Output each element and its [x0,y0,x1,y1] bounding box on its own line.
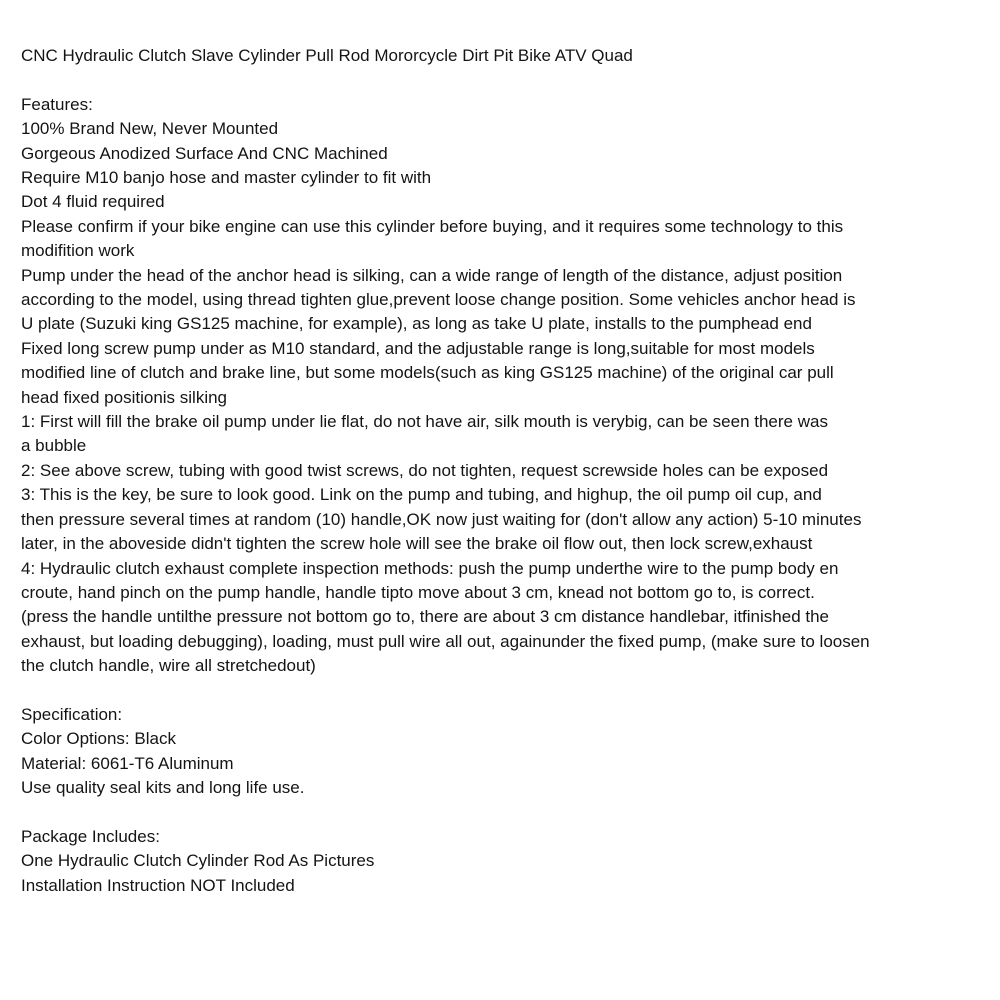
text-line: 2: See above screw, tubing with good twist screws, do not tighten, request screwside holes can be exposed [21,460,829,480]
text-line: then pressure several times at random (10) handle,OK now just waiting for (don't allow any action) 5-10 minutes [21,509,862,529]
text-line: modifition work [21,241,135,261]
product-title: CNC Hydraulic Clutch Slave Cylinder Pull Rod Mororcycle Dirt Pit Bike ATV Quad [21,46,633,65]
text-line: exhaust, but loading debugging), loading, must pull wire all out, againunder the fixed pump, (make sure to loosen [21,631,870,651]
description-sections [21,93,982,898]
text-line: Features: [21,94,93,114]
text-line: the clutch handle, wire all stretchedout) [21,656,316,676]
text-line: 4: Hydraulic clutch exhaust complete inspection methods: push the pump underthe wire to the pump body en [21,558,839,578]
text-line: Please confirm if your bike engine can use this cylinder before buying, and it requires some technology to this [21,216,844,236]
text-line: later, in the aboveside didn't tighten the screw hole will see the brake oil flow out, then lock screw,exhaust [21,534,813,554]
text-line: Color Options: Black [21,729,176,749]
text-line: 3: This is the key, be sure to look good. Link on the pump and tubing, and highup, the oil pump oil cup, and [21,485,822,505]
section-package-includes [21,825,982,898]
text-line: croute, hand pinch on the pump handle, handle tipto move about 3 cm, knead not bottom go to, is correct. [21,582,815,602]
text-line: Gorgeous Anodized Surface And CNC Machined [21,143,388,163]
text-line: according to the model, using thread tighten glue,prevent loose change position. Some vehicles anchor head is [21,290,856,310]
section-features [21,93,982,679]
text-line: Material: 6061-T6 Aluminum [21,753,234,773]
text-line: (press the handle untilthe pressure not bottom go to, there are about 3 cm distance handlebar, itfinished the [21,607,830,627]
text-line: 1: First will fill the brake oil pump under lie flat, do not have air, silk mouth is verybig, can be seen there was [21,412,828,432]
text-line: One Hydraulic Clutch Cylinder Rod As Pictures [21,851,375,871]
text-line: a bubble [21,436,87,456]
text-line: Specification: [21,704,123,724]
section-specification [21,703,982,801]
text-line: 100% Brand New, Never Mounted [21,119,279,139]
text-line: Use quality seal kits and long life use. [21,778,305,798]
text-line: Package Includes: [21,826,160,846]
text-line: Require M10 banjo hose and master cylinder to fit with [21,168,432,188]
text-line: Pump under the head of the anchor head is silking, can a wide range of length of the distance, adjust position [21,265,843,285]
text-line: Fixed long screw pump under as M10 standard, and the adjustable range is long,suitable for most models [21,338,815,358]
text-line: modified line of clutch and brake line, but some models(such as king GS125 machine) of the original car pull [21,363,834,383]
text-line: Installation Instruction NOT Included [21,875,295,895]
text-line: Dot 4 fluid required [21,192,165,212]
text-line: head fixed positionis silking [21,387,228,407]
text-line: U plate (Suzuki king GS125 machine, for example), as long as take U plate, installs to the pumphead end [21,314,812,334]
